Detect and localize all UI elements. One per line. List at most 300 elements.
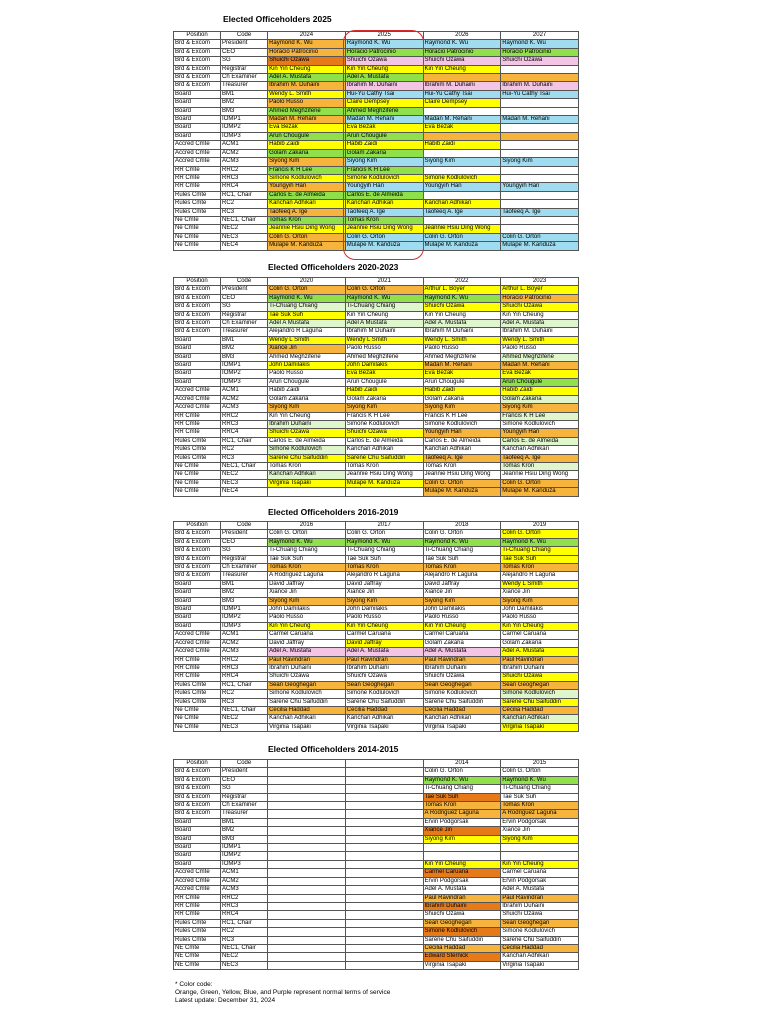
- officeholder-cell: Golam Zakaria: [423, 395, 501, 403]
- officeholder-cell: [501, 225, 579, 233]
- officeholder-cell: Virginia Tsapaki: [423, 723, 501, 731]
- table-row: [174, 664, 579, 672]
- code-cell: RRC3: [221, 174, 268, 182]
- table-row: [174, 404, 579, 412]
- officeholder-cell: [423, 132, 501, 140]
- table-row: [174, 124, 579, 132]
- officeholder-cell: [268, 894, 346, 902]
- officeholder-cell: Simone Kodlulovich: [268, 690, 346, 698]
- officeholder-cell: [345, 936, 423, 944]
- position-cell: Ne Cmte: [174, 715, 221, 723]
- position-cell: Rules Cmte: [174, 208, 221, 216]
- officeholder-cell: Ibrahim M. Duhaini: [501, 82, 579, 90]
- code-cell: Registrar: [221, 311, 268, 319]
- officeholder-cell: Tomas Kron: [501, 462, 579, 470]
- position-cell: Accred Cmte: [174, 631, 221, 639]
- table-row: [174, 420, 579, 428]
- code-cell: ACM3: [221, 404, 268, 412]
- table-row: [174, 961, 579, 969]
- table-row: [174, 614, 579, 622]
- officeholder-cell: Shuichi Ozawa: [423, 303, 501, 311]
- officeholder-cell: [268, 488, 346, 496]
- code-cell: NEC3: [221, 961, 268, 969]
- officeholder-cell: Horacio Patrocinio: [501, 48, 579, 56]
- officeholders-table: [173, 521, 579, 732]
- table-row: [174, 768, 579, 776]
- table-row: [174, 572, 579, 580]
- officeholder-cell: Kin Yin Cheung: [268, 65, 346, 73]
- officeholder-cell: [268, 936, 346, 944]
- code-cell: BM3: [221, 835, 268, 843]
- header-year: 2022: [423, 278, 501, 286]
- position-cell: Board: [174, 132, 221, 140]
- position-cell: Brd & Excom: [174, 785, 221, 793]
- officeholder-cell: Kanchan Adhikari: [345, 200, 423, 208]
- position-cell: Brd & Excom: [174, 802, 221, 810]
- officeholder-cell: [423, 844, 501, 852]
- table-row: [174, 681, 579, 689]
- officeholder-cell: [268, 961, 346, 969]
- code-cell: RC1, Chair: [221, 191, 268, 199]
- officeholder-cell: Hui-Yu Cathy Tsai: [423, 90, 501, 98]
- code-cell: RRC4: [221, 183, 268, 191]
- officeholder-cell: Ahmed Meghzifene: [345, 353, 423, 361]
- officeholder-cell: Arun Chougule: [501, 378, 579, 386]
- officeholder-cell: Shuichi Ozawa: [501, 303, 579, 311]
- officeholder-cell: [345, 928, 423, 936]
- officeholder-cell: Cecilia Haddad: [423, 706, 501, 714]
- officeholder-cell: Kin Yin Cheung: [501, 311, 579, 319]
- officeholder-cell: John Damilakis: [268, 606, 346, 614]
- code-cell: CEO: [221, 48, 268, 56]
- officeholder-cell: Shuichi Ozawa: [423, 673, 501, 681]
- officeholder-cell: [268, 911, 346, 919]
- table-row: [174, 353, 579, 361]
- officeholder-cell: Carlos E. de Almeida: [501, 437, 579, 445]
- officeholder-cell: Francis K H Lee: [423, 412, 501, 420]
- officeholder-cell: Cecilia Haddad: [501, 706, 579, 714]
- officeholder-cell: Golam Zakaria: [423, 639, 501, 647]
- position-cell: Brd & Excom: [174, 547, 221, 555]
- officeholder-cell: Taofeeq A. Ige: [268, 208, 346, 216]
- officeholder-cell: [268, 953, 346, 961]
- officeholder-cell: [345, 860, 423, 868]
- code-cell: Treasurer: [221, 328, 268, 336]
- officeholder-cell: Ervin Podgorsak: [423, 818, 501, 826]
- officeholder-cell: Kin Yin Cheung: [268, 412, 346, 420]
- officeholder-cell: Tae Suk Suh: [423, 793, 501, 801]
- code-cell: President: [221, 768, 268, 776]
- code-cell: IOMP2: [221, 370, 268, 378]
- table-row: [174, 462, 579, 470]
- code-cell: Registrar: [221, 793, 268, 801]
- position-cell: Board: [174, 827, 221, 835]
- officeholder-cell: Wendy L Smith: [501, 580, 579, 588]
- officeholder-cell: Xiance Jin: [423, 827, 501, 835]
- officeholder-cell: Habib Zaidi: [268, 141, 346, 149]
- officeholder-cell: Paolo Russo: [501, 614, 579, 622]
- table-row: [174, 818, 579, 826]
- officeholder-cell: [423, 166, 501, 174]
- officeholder-cell: Ahmed Meghzifene: [423, 353, 501, 361]
- officeholder-cell: Shuichi Ozawa: [501, 673, 579, 681]
- officeholder-cell: Paul Ravindran: [423, 894, 501, 902]
- code-cell: RC3: [221, 208, 268, 216]
- officeholder-cell: Adel A Mustafa: [268, 320, 346, 328]
- table-row: [174, 216, 579, 224]
- officeholder-cell: Ibrahim Duhaini: [268, 664, 346, 672]
- code-cell: RC2: [221, 200, 268, 208]
- officeholder-cell: Kin Yin Cheung: [268, 622, 346, 630]
- officeholder-cell: [345, 944, 423, 952]
- officeholder-cell: [268, 785, 346, 793]
- officeholder-cell: [345, 844, 423, 852]
- code-cell: RRC2: [221, 166, 268, 174]
- table-row: [174, 538, 579, 546]
- officeholder-cell: Taofeeq A. Ige: [423, 208, 501, 216]
- officeholder-cell: Youngyih Han: [501, 183, 579, 191]
- position-cell: Brd & Excom: [174, 564, 221, 572]
- position-cell: Ne Cmte: [174, 471, 221, 479]
- position-cell: RR Cmte: [174, 911, 221, 919]
- code-cell: IOMP1: [221, 844, 268, 852]
- officeholder-cell: Siyong Kim: [345, 404, 423, 412]
- table-row: [174, 827, 579, 835]
- officeholder-cell: Xiance Jin: [268, 589, 346, 597]
- officeholder-cell: Xiance Jin: [423, 589, 501, 597]
- position-cell: Board: [174, 90, 221, 98]
- officeholder-cell: David Jaffray: [345, 639, 423, 647]
- table-row: [174, 200, 579, 208]
- position-cell: Board: [174, 852, 221, 860]
- code-cell: BM2: [221, 345, 268, 353]
- code-cell: SG: [221, 57, 268, 65]
- table-row: [174, 116, 579, 124]
- officeholder-cell: Kanchan Adhikari: [501, 446, 579, 454]
- officeholder-cell: Ibrahim Duhaini: [345, 664, 423, 672]
- officeholder-cell: Sean Geoghegan: [345, 681, 423, 689]
- code-cell: Registrar: [221, 555, 268, 563]
- officeholder-cell: Tae Suk Suh: [268, 555, 346, 563]
- position-cell: Ne Cmte: [174, 706, 221, 714]
- officeholder-cell: Claire Dempsey: [423, 99, 501, 107]
- officeholder-cell: Jeannie Hsiu Ding Wong: [345, 471, 423, 479]
- table-row: [174, 639, 579, 647]
- table-header-row: [174, 278, 579, 286]
- officeholder-cell: Shuichi Ozawa: [345, 429, 423, 437]
- position-cell: Board: [174, 378, 221, 386]
- officeholder-cell: Arthur L. Boyer: [423, 286, 501, 294]
- officeholder-cell: Simone Kodlulovich: [423, 420, 501, 428]
- code-cell: Ch Examiner: [221, 74, 268, 82]
- officeholder-cell: Ibrahim M. Duhaini: [345, 82, 423, 90]
- officeholder-cell: Adel A. Mustafa: [501, 648, 579, 656]
- table-row: [174, 454, 579, 462]
- officeholder-cell: Paolo Russo: [501, 345, 579, 353]
- officeholder-cell: Xiance Jin: [501, 589, 579, 597]
- footnote-color-code: * Color code:: [175, 981, 213, 988]
- position-cell: Ne Cmte: [174, 225, 221, 233]
- table-row: [174, 471, 579, 479]
- officeholder-cell: Madan M. Rehani: [423, 362, 501, 370]
- position-cell: Board: [174, 580, 221, 588]
- officeholder-cell: Horacio Patrocinio: [345, 48, 423, 56]
- position-cell: RR Cmte: [174, 902, 221, 910]
- officeholder-cell: Ibrahim Duhaini: [423, 902, 501, 910]
- code-cell: IOMP2: [221, 124, 268, 132]
- officeholder-cell: Golam Zakaria: [501, 639, 579, 647]
- officeholder-cell: Kanchan Adhikari: [268, 200, 346, 208]
- officeholder-cell: [345, 919, 423, 927]
- officeholder-cell: [345, 776, 423, 784]
- position-cell: RR Cmte: [174, 420, 221, 428]
- position-cell: Brd & Excom: [174, 572, 221, 580]
- table-row: [174, 320, 579, 328]
- position-cell: Board: [174, 107, 221, 115]
- officeholder-cell: Claire Dempsey: [345, 99, 423, 107]
- officeholder-cell: Madan M. Rehani: [268, 116, 346, 124]
- officeholder-cell: Wendy L. Smith: [423, 336, 501, 344]
- officeholder-cell: Tomas Kron: [345, 462, 423, 470]
- officeholder-cell: Sarene Chu Saifuddin: [423, 936, 501, 944]
- officeholder-cell: Sarene Chu Saifuddin: [345, 454, 423, 462]
- code-cell: ACM1: [221, 141, 268, 149]
- officeholder-cell: Adel A. Mustafa: [268, 648, 346, 656]
- officeholder-cell: Tae Suk Suh: [423, 555, 501, 563]
- table-row: [174, 183, 579, 191]
- table-row: [174, 835, 579, 843]
- officeholder-cell: Mulape M. Kanduza: [501, 488, 579, 496]
- officeholder-cell: Kanchan Adhikari: [423, 715, 501, 723]
- officeholder-cell: [268, 860, 346, 868]
- position-cell: NE Cmte: [174, 953, 221, 961]
- code-cell: Treasurer: [221, 572, 268, 580]
- officeholder-cell: [501, 200, 579, 208]
- officeholder-cell: [345, 877, 423, 885]
- officeholder-cell: Siyong Kim: [501, 835, 579, 843]
- officeholder-cell: Simone Kodlulovich: [423, 690, 501, 698]
- officeholder-cell: Colin G. Orton: [268, 286, 346, 294]
- officeholder-cell: Adel A. Mustafa: [345, 648, 423, 656]
- table-row: [174, 286, 579, 294]
- officeholder-cell: [501, 74, 579, 82]
- officeholder-cell: [423, 74, 501, 82]
- officeholder-cell: Youngyih Han: [268, 183, 346, 191]
- officeholder-cell: Siyong Kim: [501, 404, 579, 412]
- code-cell: BM2: [221, 99, 268, 107]
- officeholder-cell: [423, 149, 501, 157]
- officeholder-cell: Kin Yin Cheung: [345, 622, 423, 630]
- officeholder-cell: A Rodriguez Laguna: [501, 810, 579, 818]
- officeholder-cell: Siyong Kim: [501, 597, 579, 605]
- table-row: [174, 648, 579, 656]
- officeholder-cell: Simone Kodlulovich: [268, 446, 346, 454]
- officeholder-cell: Ibrahim M. Duhaini: [501, 328, 579, 336]
- officeholder-cell: Jeannie Hsiu Ding Wong: [423, 471, 501, 479]
- table-row: [174, 810, 579, 818]
- officeholder-cell: [423, 107, 501, 115]
- table-header-row: [174, 522, 579, 530]
- officeholder-cell: Edward Sternick: [423, 953, 501, 961]
- table-row: [174, 944, 579, 952]
- table-row: [174, 723, 579, 731]
- code-cell: SG: [221, 785, 268, 793]
- table-row: [174, 387, 579, 395]
- officeholder-cell: Carmel Caruana: [501, 869, 579, 877]
- officeholder-cell: Siyong Kim: [423, 597, 501, 605]
- code-cell: Treasurer: [221, 82, 268, 90]
- officeholder-cell: Carlos E. de Almeida: [268, 191, 346, 199]
- code-cell: IOMP3: [221, 132, 268, 140]
- officeholder-cell: Carlos E. de Almeida: [345, 437, 423, 445]
- officeholder-cell: Kanchan Adhikari: [501, 715, 579, 723]
- code-cell: Ch Examiner: [221, 320, 268, 328]
- officeholder-cell: [501, 216, 579, 224]
- officeholder-cell: Cecilia Haddad: [345, 706, 423, 714]
- table-row: [174, 74, 579, 82]
- header-year: 2017: [345, 522, 423, 530]
- officeholder-cell: Golam Zakaria: [268, 395, 346, 403]
- officeholder-cell: Simone Kodlulovich: [345, 174, 423, 182]
- officeholder-cell: Ti-Chuang Chiang: [501, 785, 579, 793]
- code-cell: RRC3: [221, 664, 268, 672]
- position-cell: Board: [174, 818, 221, 826]
- header-code: Code: [221, 278, 268, 286]
- officeholder-cell: Ibrahim M. Duhaini: [268, 82, 346, 90]
- position-cell: Rules Cmte: [174, 928, 221, 936]
- code-cell: BM3: [221, 353, 268, 361]
- code-cell: President: [221, 286, 268, 294]
- code-cell: RRC2: [221, 412, 268, 420]
- section-title: Elected Officeholders 2016-2019: [268, 507, 399, 517]
- table-row: [174, 877, 579, 885]
- officeholder-cell: Taofeeq A. Ige: [345, 208, 423, 216]
- officeholder-cell: Raymond K. Wu: [501, 776, 579, 784]
- officeholder-cell: Kanchan Adhikari: [345, 446, 423, 454]
- code-cell: RRC4: [221, 673, 268, 681]
- position-cell: Board: [174, 336, 221, 344]
- position-cell: Brd & Excom: [174, 793, 221, 801]
- officeholder-cell: Paolo Russo: [268, 614, 346, 622]
- officeholder-cell: Raymond K. Wu: [268, 40, 346, 48]
- officeholder-cell: [268, 835, 346, 843]
- table-row: [174, 362, 579, 370]
- code-cell: RC1, Chair: [221, 919, 268, 927]
- table-row: [174, 158, 579, 166]
- table-row: [174, 99, 579, 107]
- table-row: [174, 191, 579, 199]
- officeholder-cell: [501, 99, 579, 107]
- officeholder-cell: Taofeeq A. Ige: [423, 454, 501, 462]
- officeholder-cell: Francis K H Lee: [345, 412, 423, 420]
- table-row: [174, 208, 579, 216]
- officeholder-cell: David Jaffray: [268, 639, 346, 647]
- position-cell: Accred Cmte: [174, 877, 221, 885]
- officeholder-cell: Ti-Chuang Chiang: [268, 547, 346, 555]
- officeholder-cell: Kin Yin Cheung: [423, 311, 501, 319]
- position-cell: Rules Cmte: [174, 690, 221, 698]
- officeholder-cell: Eva Bezak: [501, 370, 579, 378]
- officeholder-cell: Raymond K. Wu: [268, 294, 346, 302]
- table-row: [174, 141, 579, 149]
- header-year: 2018: [423, 522, 501, 530]
- position-cell: Brd & Excom: [174, 768, 221, 776]
- officeholder-cell: Simone Kodlulovich: [345, 420, 423, 428]
- table-row: [174, 852, 579, 860]
- code-cell: BM1: [221, 580, 268, 588]
- officeholder-cell: Wendy L Smith: [268, 336, 346, 344]
- officeholder-cell: Virginia Tsapaki: [345, 723, 423, 731]
- officeholder-cell: Francis K H Lee: [501, 412, 579, 420]
- officeholder-cell: Carmel Caruana: [423, 869, 501, 877]
- table-row: [174, 715, 579, 723]
- table-row: [174, 174, 579, 182]
- officeholder-cell: Tomas Kron: [268, 216, 346, 224]
- officeholder-cell: Adel A. Mustafa: [268, 74, 346, 82]
- code-cell: RRC2: [221, 894, 268, 902]
- position-cell: Brd & Excom: [174, 311, 221, 319]
- officeholder-cell: Tae Suk Suh: [501, 555, 579, 563]
- position-cell: Accred Cmte: [174, 886, 221, 894]
- officeholder-cell: Ibrahim M Duhaini: [423, 328, 501, 336]
- officeholder-cell: Sean Geoghegan: [268, 681, 346, 689]
- officeholder-cell: [501, 132, 579, 140]
- code-cell: IOMP1: [221, 606, 268, 614]
- officeholder-cell: Habib Zaidi: [501, 387, 579, 395]
- officeholder-cell: Jeannie Hsiu Ding Wong: [345, 225, 423, 233]
- officeholder-cell: Paul Ravindran: [423, 656, 501, 664]
- table-row: [174, 303, 579, 311]
- code-cell: RC3: [221, 698, 268, 706]
- officeholder-cell: Wendy L. Smith: [268, 90, 346, 98]
- officeholder-cell: Paolo Russo: [345, 614, 423, 622]
- officeholder-cell: [345, 953, 423, 961]
- officeholder-cell: [423, 852, 501, 860]
- position-cell: Brd & Excom: [174, 303, 221, 311]
- position-cell: Brd & Excom: [174, 82, 221, 90]
- table-row: [174, 370, 579, 378]
- code-cell: IOMP2: [221, 614, 268, 622]
- position-cell: Ne Cmte: [174, 242, 221, 250]
- position-cell: Rules Cmte: [174, 681, 221, 689]
- officeholder-cell: [268, 869, 346, 877]
- code-cell: RRC4: [221, 911, 268, 919]
- table-row: [174, 90, 579, 98]
- officeholder-cell: Sarene Chu Saifuddin: [345, 698, 423, 706]
- officeholder-cell: Cecilia Haddad: [501, 944, 579, 952]
- officeholder-cell: Horacio Patrocinio: [501, 294, 579, 302]
- header-year: 2019: [501, 522, 579, 530]
- table-row: [174, 589, 579, 597]
- code-cell: RC3: [221, 936, 268, 944]
- officeholder-cell: Tomas Kron: [423, 462, 501, 470]
- officeholder-cell: Taofeeq A. Ige: [501, 454, 579, 462]
- officeholder-cell: Eva Bezak: [345, 124, 423, 132]
- officeholder-cell: Paul Ravindran: [345, 656, 423, 664]
- officeholder-cell: Paolo Russo: [345, 345, 423, 353]
- code-cell: ACM2: [221, 395, 268, 403]
- code-cell: NEC2: [221, 225, 268, 233]
- officeholder-cell: Golam Zakaria: [345, 395, 423, 403]
- table-row: [174, 706, 579, 714]
- header-year: 2023: [501, 278, 579, 286]
- officeholder-cell: Sarene Chu Saifuddin: [501, 698, 579, 706]
- officeholder-cell: Shuichi Ozawa: [423, 57, 501, 65]
- table-row: [174, 530, 579, 538]
- position-cell: Board: [174, 353, 221, 361]
- officeholder-cell: Habib Zaidi: [423, 387, 501, 395]
- officeholder-cell: Alejandro R Laguna: [268, 328, 346, 336]
